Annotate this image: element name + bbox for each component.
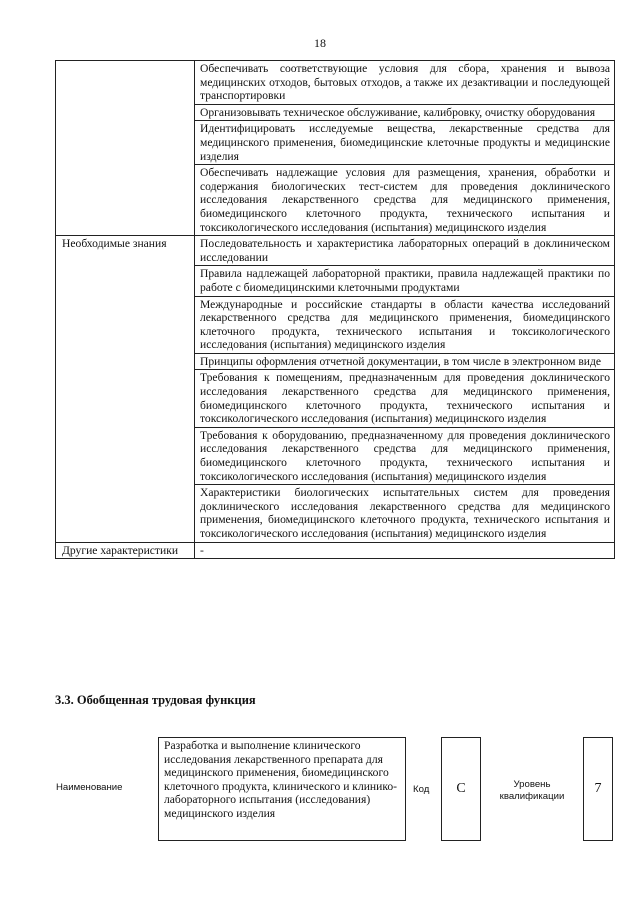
row-value: Организовывать техническое обслуживание, калибровку, очистку оборудования bbox=[195, 104, 615, 121]
code-label: Код bbox=[413, 784, 430, 795]
page-number: 18 bbox=[314, 36, 326, 50]
qualification-level-box: 7 bbox=[583, 737, 613, 841]
section-title: 3.3. Обобщенная трудовая функция bbox=[55, 693, 256, 707]
row-value: Принципы оформления отчетной документации, в том числе в электронном виде bbox=[195, 353, 615, 370]
row-value: - bbox=[195, 542, 615, 559]
row-label bbox=[56, 61, 195, 236]
qualification-level-label: Уровень квалификации bbox=[499, 779, 565, 802]
row-value: Правила надлежащей лабораторной практики, правила надлежащей практики по работе с биомедицинскими клеточными продуктами bbox=[195, 266, 615, 296]
code-value-box: C bbox=[441, 737, 481, 841]
row-value: Характеристики биологических испытательных систем для проведения доклинического исследования лекарственного средства для медицинского применения, биомедицинского клеточного продукта, технического испытания и токсикологического исследования (испытания) медицинского изделия bbox=[195, 485, 615, 542]
table-row bbox=[56, 542, 615, 559]
row-label-other-characteristics: Другие характеристики bbox=[56, 542, 195, 559]
row-value: Идентифицировать исследуемые вещества, лекарственные средства для медицинского применения, биомедицинские клеточные продукты и медицинские изделия bbox=[195, 121, 615, 165]
name-label: Наименование bbox=[56, 782, 123, 793]
table-row bbox=[56, 236, 615, 266]
name-value-box: Разработка и выполнение клинического исследования лекарственного препарата для медицинского применения, биомедицинского клеточного продукта, клинического и клинико-лабораторного испытания (исследования) медицинского изделия bbox=[158, 737, 406, 841]
row-value: Обеспечивать соответствующие условия для сбора, хранения и вывоза медицинских отходов, бытовых отходов, а также их дезактивации и последующей транспортировки bbox=[195, 61, 615, 105]
row-label-required-knowledge: Необходимые знания bbox=[56, 236, 195, 542]
row-value: Требования к оборудованию, предназначенному для проведения доклинического исследования лекарственного средства для медицинского применения, биомедицинского клеточного продукта, технического испытания и токсикологического исследования (испытания) медицинского изделия bbox=[195, 427, 615, 484]
row-value: Международные и российские стандарты в области качества исследований лекарственного средства для медицинского применения, биомедицинского клеточного продукта, технического испытания и токсикологического исследования (испытания) медицинского изделия bbox=[195, 296, 615, 353]
table-row bbox=[56, 61, 615, 105]
row-value: Требования к помещениям, предназначенным для проведения доклинического исследования лекарственного средства для медицинского применения, биомедицинского клеточного продукта, технического испытания и токсикологического исследования (испытания) медицинского изделия bbox=[195, 370, 615, 427]
row-value: Обеспечивать надлежащие условия для размещения, хранения, обработки и содержания биологических тест-систем для проведения доклинического исследования лекарственного средства для медицинского применения, биомедицинского клеточного продукта, технического испытания и токсикологического исследования (испытания) медицинского изделия bbox=[195, 165, 615, 236]
skills-table bbox=[55, 60, 615, 559]
row-value: Последовательность и характеристика лабораторных операций в доклиническом исследовании bbox=[195, 236, 615, 266]
